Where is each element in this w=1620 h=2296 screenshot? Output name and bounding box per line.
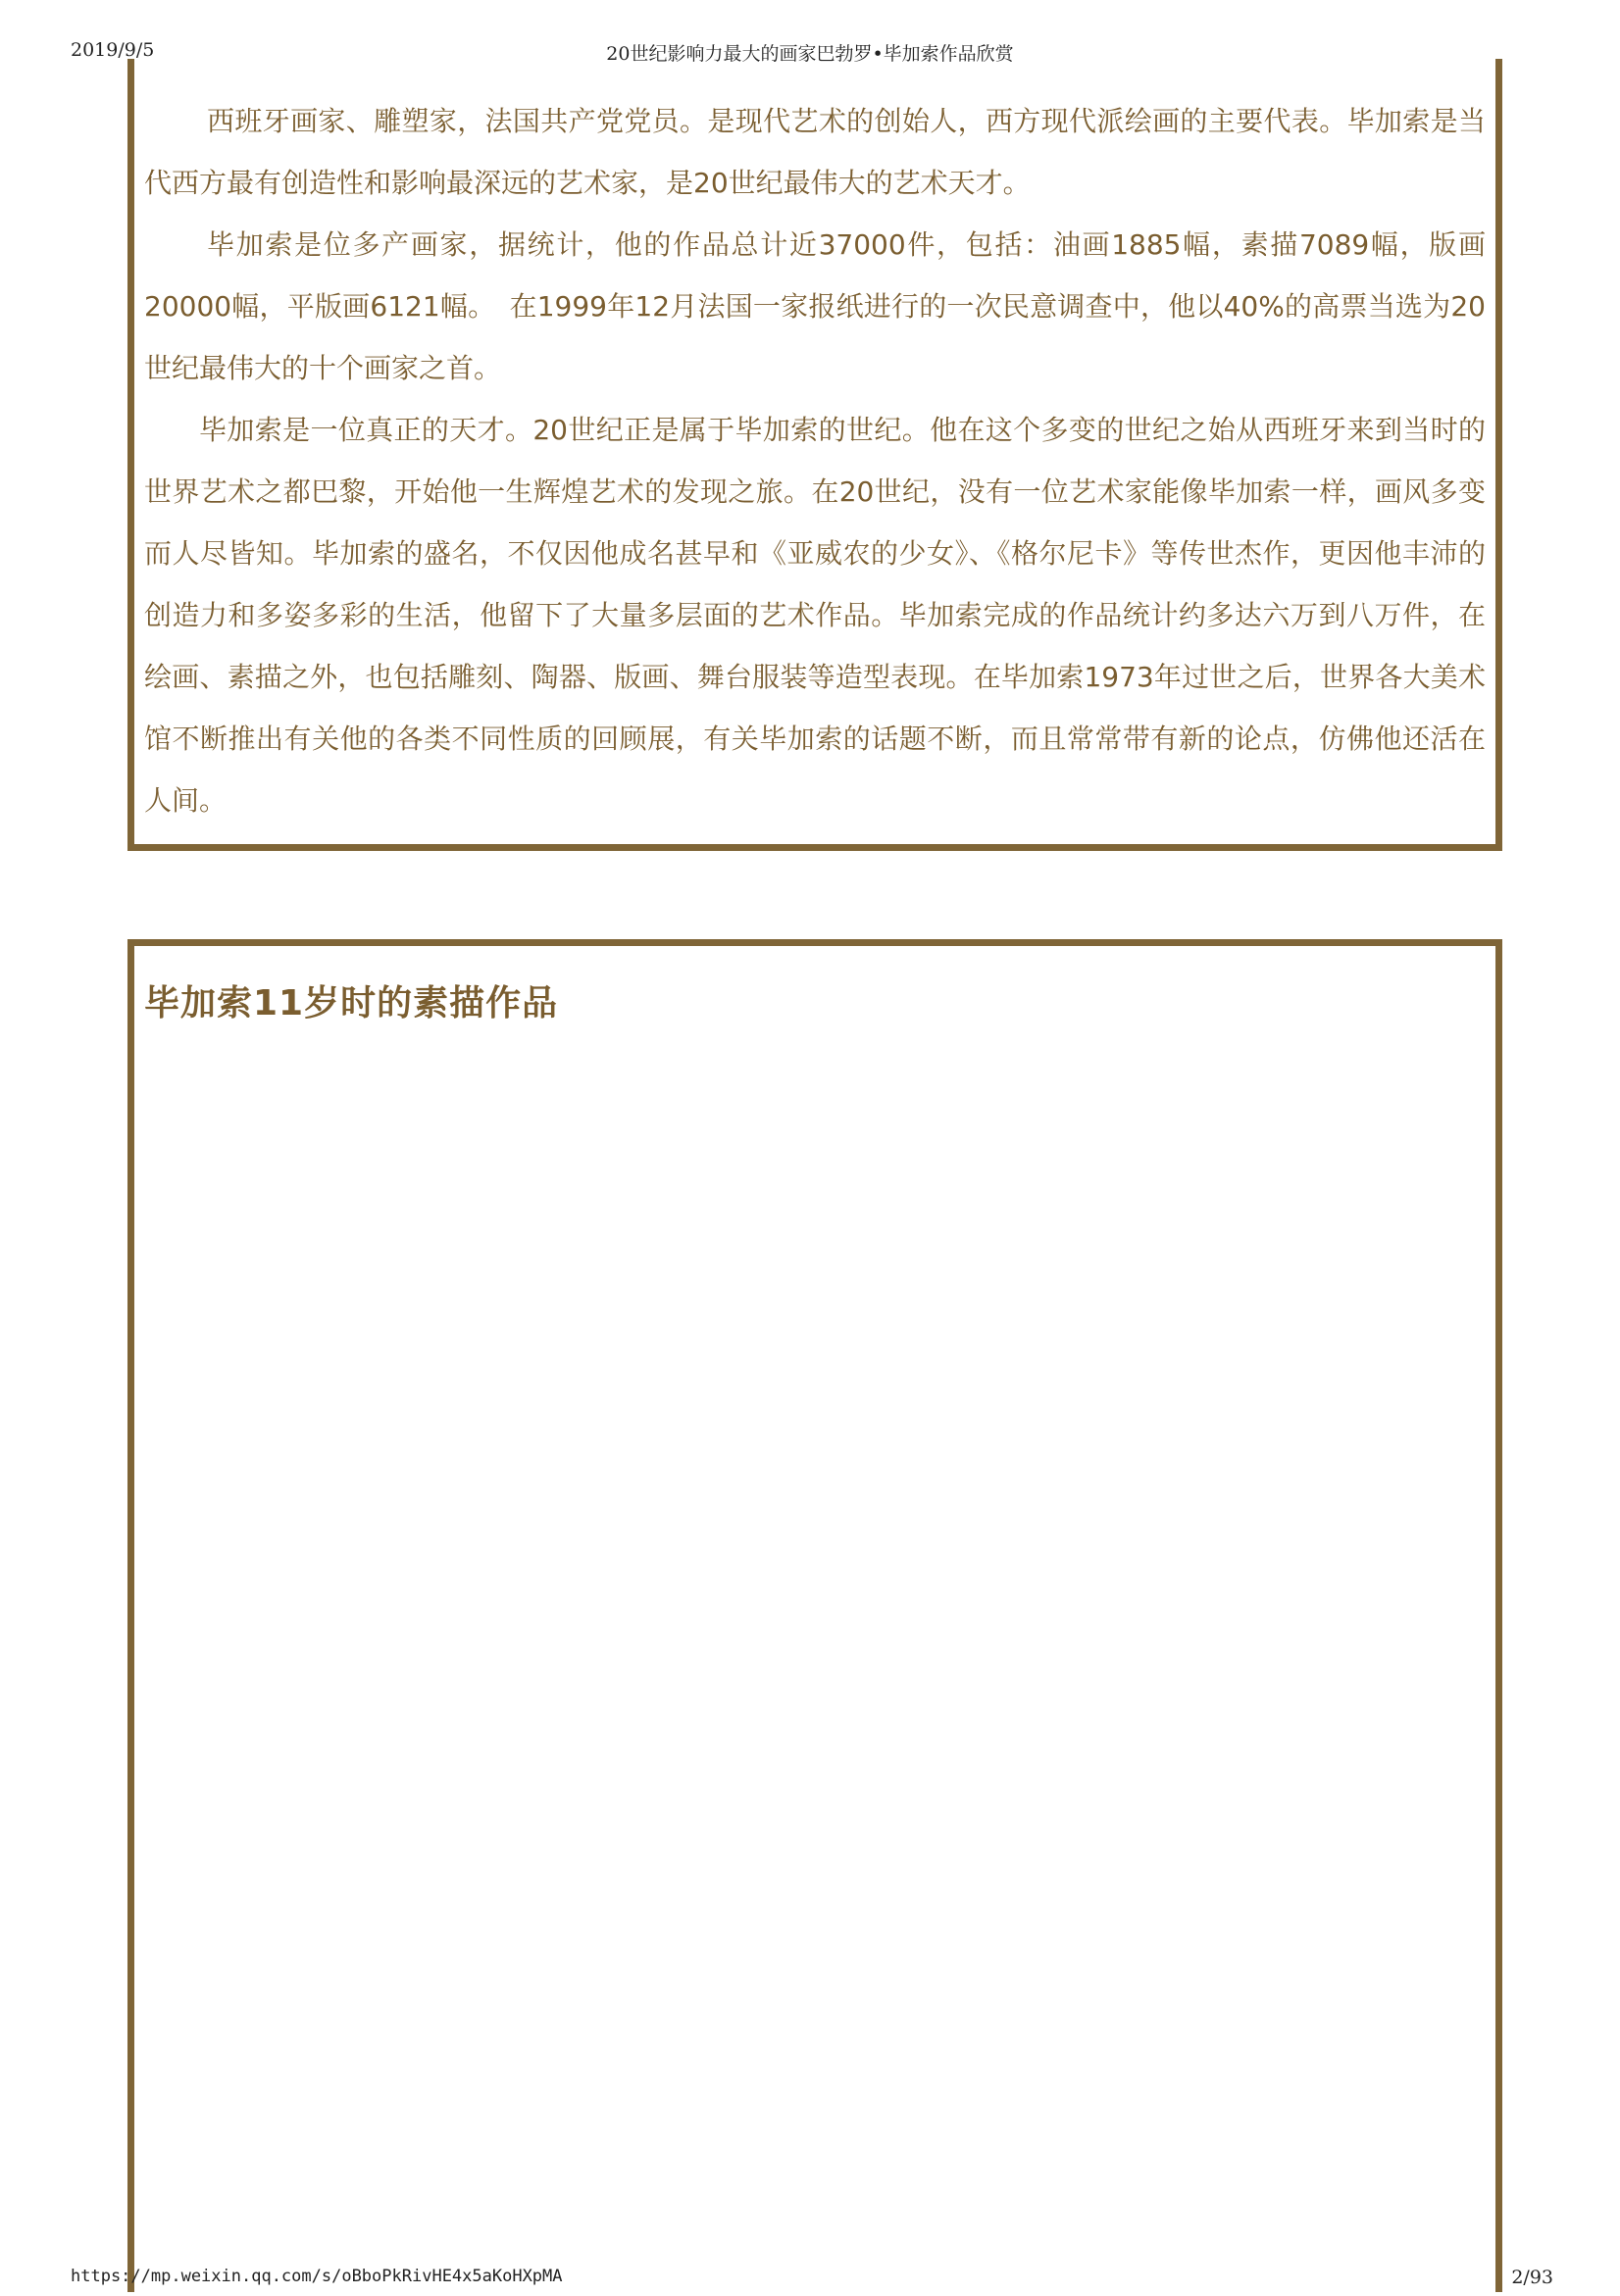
article-intro-card xyxy=(127,59,1502,851)
paragraph-intro: 西班牙画家、雕塑家，法国共产党党员。是现代艺术的创始人，西方现代派绘画的主要代表。毕加索是当代西方最有创造性和影响最深远的艺术家，是20世纪最伟大的艺术天才。 xyxy=(144,105,1486,199)
print-date: 2019/9/5 xyxy=(71,39,155,61)
section-title: 毕加索11岁时的素描作品 xyxy=(144,983,559,1023)
article-body xyxy=(144,90,1486,831)
source-url[interactable]: https://mp.weixin.qq.com/s/oBboPkRivHE4x5aKoHXpMA xyxy=(71,2267,563,2286)
page-number: 2/93 xyxy=(1511,2267,1553,2288)
paragraph-statistics: 毕加索是位多产画家，据统计，他的作品总计近37000件，包括：油画1885幅，素描7089幅，版画20000幅，平版画6121幅。 在1999年12月法国一家报纸进行的一次民意调查中，他以40%的高票当选为20世纪最伟大的十个画家之首。 xyxy=(144,228,1486,384)
paragraph-genius: 毕加索是一位真正的天才。20世纪正是属于毕加索的世纪。他在这个多变的世纪之始从西班牙来到当时的世界艺术之都巴黎，开始他一生辉煌艺术的发现之旅。在20世纪，没有一位艺术家能像毕加索一样，画风多变而人尽皆知。毕加索的盛名，不仅因他成名甚早和《亚威农的少女》、《格尔尼卡》等传世杰作，更因他丰沛的创造力和多姿多彩的生活，他留下了大量多层面的艺术作品。毕加索完成的作品统计约多达六万到八万件，在绘画、素描之外，也包括雕刻、陶器、版画、舞台服装等造型表现。在毕加索1973年过世之后，世界各大美术馆不断推出有关他的各类不同性质的回顾展，有关毕加索的话题不断，而且常常带有新的论点，仿佛他还活在人间。 xyxy=(144,414,1486,817)
print-page-title: 20世纪影响力最大的画家巴勃罗•毕加索作品欣赏 xyxy=(606,43,1014,65)
artwork-section-card xyxy=(127,939,1502,2292)
artwork-image-placeholder xyxy=(144,1044,1486,2292)
